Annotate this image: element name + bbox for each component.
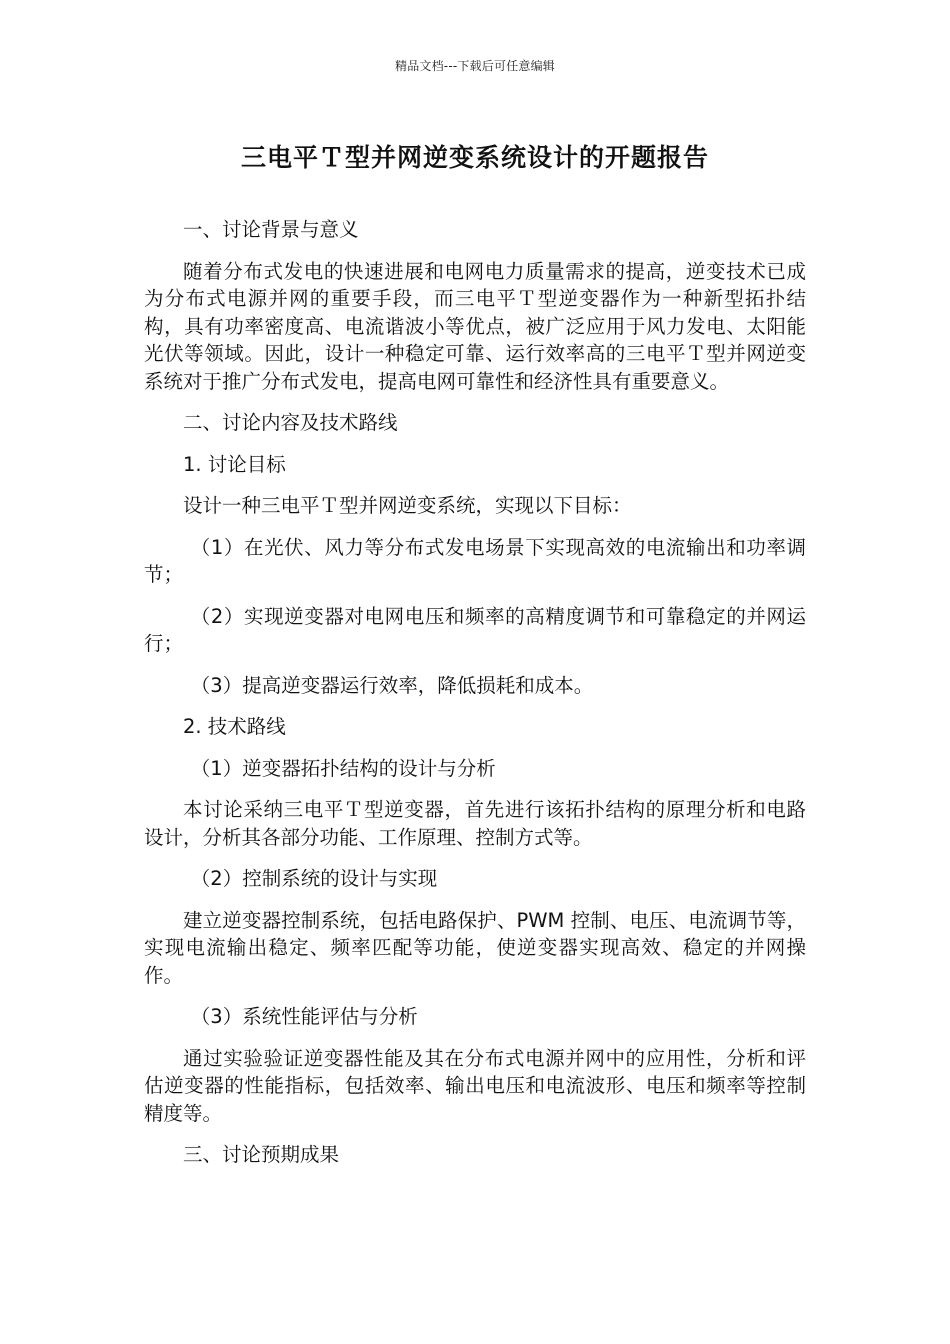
goal-item-1: （1）在光伏、风力等分布式发电场景下实现高效的电流输出和功率调节； [144, 535, 806, 586]
route-item-1-heading: （1）逆变器拓扑结构的设计与分析 [190, 756, 496, 780]
section-heading-content: 二、讨论内容及技术路线 [183, 411, 398, 434]
document-title: 三电平Ｔ型并网逆变系统设计的开题报告 [240, 143, 709, 172]
paragraph-goals-intro: 设计一种三电平Ｔ型并网逆变系统，实现以下目标： [183, 494, 632, 517]
subheading-goals: 1. 讨论目标 [183, 452, 286, 476]
document-body [144, 216, 806, 1183]
section-heading-expected-results: 三、讨论预期成果 [183, 1143, 340, 1166]
page-header: 精品文档---下载后可任意编辑 [395, 59, 555, 73]
subheading-technical-route: 2. 技术路线 [183, 715, 286, 738]
paragraph-route-3: 通过实验验证逆变器性能及其在分布式电源并网中的应用性，分析和评估逆变器的性能指标，包括效率、输出电压和电流波形、电压和频率等控制精度等。 [144, 1046, 806, 1125]
goal-item-2: （2）实现逆变器对电网电压和频率的高精度调节和可靠稳定的并网运行； [144, 604, 806, 655]
route-item-3-heading: （3）系统性能评估与分析 [190, 1005, 418, 1028]
goal-item-3: （3）提高逆变器运行效率，降低损耗和成本。 [190, 673, 594, 697]
paragraph-route-1: 本讨论采纳三电平Ｔ型逆变器，首先进行该拓扑结构的原理分析和电路设计，分析其各部分功能、工作原理、控制方式等。 [144, 798, 806, 849]
paragraph-route-2: 建立逆变器控制系统，包括电路保护、PWM 控制、电压、电流调节等，实现电流输出稳定、频率匹配等功能，使逆变器实现高效、稳定的并网操作。 [144, 908, 806, 987]
paragraph-background: 随着分布式发电的快速进展和电网电力质量需求的提高，逆变技术已成为分布式电源并网的重要手段，而三电平Ｔ型逆变器作为一种新型拓扑结构，具有功率密度高、电流谐波小等优点，被广泛应用于风力发电、太阳能光伏等领域。因此，设计一种稳定可靠、运行效率高的三电平Ｔ型并网逆变系统对于推广分布式发电，提高电网可靠性和经济性具有重要意义。 [144, 259, 806, 393]
route-item-2-heading: （2）控制系统的设计与实现 [190, 867, 438, 890]
section-heading-background: 一、讨论背景与意义 [183, 218, 359, 241]
